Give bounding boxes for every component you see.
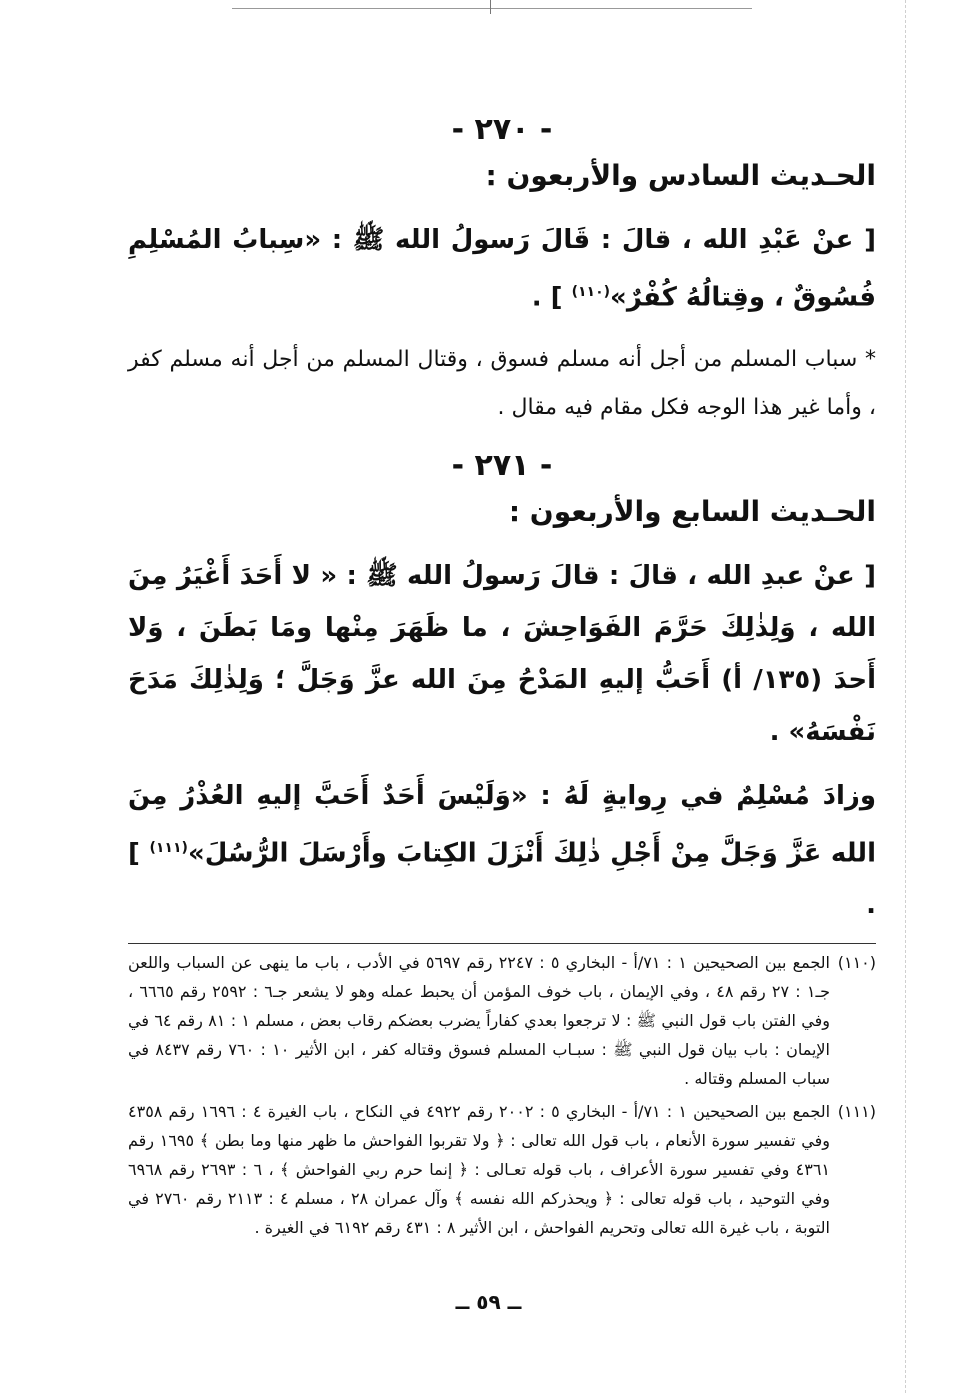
top-rule <box>232 8 752 9</box>
footnote-text: الجمع بين الصحيحين ١ : ٧١/أ - البخاري ٥ : ٢٢٤٧ رقم ٥٦٩٧ في الأدب ، باب ما ينهى عن السباب واللعن جـ١ : ٢٧ رقم ٤٨ ، وفي الإيمان ، باب خوف المؤمن أن يحبط عمله وهو لا يشعر جـ٦ : ٢٥٩٢ رقم ٦٦٦٥ ، وفي الفتن باب قول النبي ﷺ : لا ترجعوا بعدي كفاراً يضرب بعضكم رقاب بعض ، مسلم ١ : ٨١ رقم ٦٤ في الإيمان : باب بيان قول النبي ﷺ : سبـاب المسلم فسوق وقتاله كفر ، ابن الأثير ١٠ : ٧٦٠ رقم ٨٤٣٧ في سباب المسلم وقتاله . <box>128 953 831 1089</box>
hadith-text-271: [ عنْ عبدِ الله ، قالَ : قالَ رَسولُ الله ﷺ : « لا أَحَدَ أَغْيَرُ مِنَ الله ، وَلِذٰلِكَ حَرَّمَ الفَوَاحِشَ ، ما ظَهَرَ مِنْها ومَا بَطَنَ ، وَلا أَحدَ (١٣٥/ أ) أَحَبُّ إليهِ المَدْحُ مِنَ الله عزَّ وَجَلَّ ؛ وَلِذٰلِكَ مَدَحَ نَفْسَهُ» . <box>128 560 876 747</box>
footnote-110 <box>128 948 876 1093</box>
hadith-number-271: - ٢٧١ - <box>451 447 553 483</box>
page-number: ــ ٥٩ ــ <box>455 1290 522 1314</box>
hadith-commentary-270: * سباب المسلم من أجل أنه مسلم فسوق ، وقتال المسلم من أجل أنه مسلم كفر ، وأما غير هذا الوجه فكل مقام فيه مقال . <box>128 346 876 420</box>
hadith-addition-271 <box>128 770 876 932</box>
footnote-ref-111: (١١١) <box>149 839 188 856</box>
footnote-separator <box>128 943 876 944</box>
hadith-close-270: ] . <box>531 282 563 313</box>
hadith-addition-body-271: وزادَ مُسْلِمٌ في رِوايةٍ لَهُ : «وَلَيْسَ أَحَدٌ أَحَبَّ إليهِ العُذْرُ مِنَ الله عَزَّ وَجَلَّ مِنْ أَجْلِ ذٰلِكَ أَنْزَلَ الكِتابَ وأَرْسَلَ الرُّسُلَ» <box>128 780 876 869</box>
hadith-body-270: [ عنْ عَبْدِ الله ، قالَ : قَالَ رَسولُ الله ﷺ : «سِبابُ المُسْلِمِ فُسُوقٌ ، وقِتالُهُ كُفْرٌ» <box>128 225 876 313</box>
footnote-number: (١١١) <box>837 1102 876 1122</box>
hadith-heading-270: الحـديث السادس والأربعون : <box>485 159 876 192</box>
footnote-ref-110: (١١٠) <box>571 284 611 300</box>
page-content <box>128 110 876 1246</box>
footnote-111 <box>128 1097 876 1242</box>
top-tick <box>490 0 491 14</box>
page-edge-line <box>905 0 907 1393</box>
hadith-heading-271: الحـديث السابع والأربعون : <box>508 494 876 528</box>
hadith-text-270 <box>128 214 876 324</box>
hadith-number-270: - ٢٧٠ - <box>451 112 553 147</box>
footnote-text: الجمع بين الصحيحين ١ : ٧١/أ - البخاري ٥ : ٢٠٠٢ رقم ٤٩٢٢ في النكاح ، باب الغيرة ٤ : ١٦٩٦ رقم ٤٣٥٨ وفي تفسير سورة الأنعام ، باب قول الله تعالى : ﴿ ولا تقربوا الفواحش ما ظهر منها وما بطن ﴾ ١٦٩٥ رقم ٤٣٦١ وفي تفسير سورة الأعراف ، باب قوله تعـالى : ﴿ إنما حرم ربي الفواحش ﴾ ، ٦ : ٢٦٩٣ رقم ٦٩٦٨ وفي التوحيد ، باب قوله تعالى : ﴿ ويحذركم الله نفسه ﴾ وآل عمران ٢٨ ، مسلم ٤ : ٢١١٣ رقم ٢٧٦٠ في التوبة ، باب غيرة الله تعالى وتحريم الفواحش ، ابن الأثير ٨ : ٤٣١ رقم ٦١٩٢ في الغيرة . <box>128 1102 831 1238</box>
footnote-number: (١١٠) <box>837 953 876 973</box>
hadith-close-271: ] . <box>128 838 876 921</box>
